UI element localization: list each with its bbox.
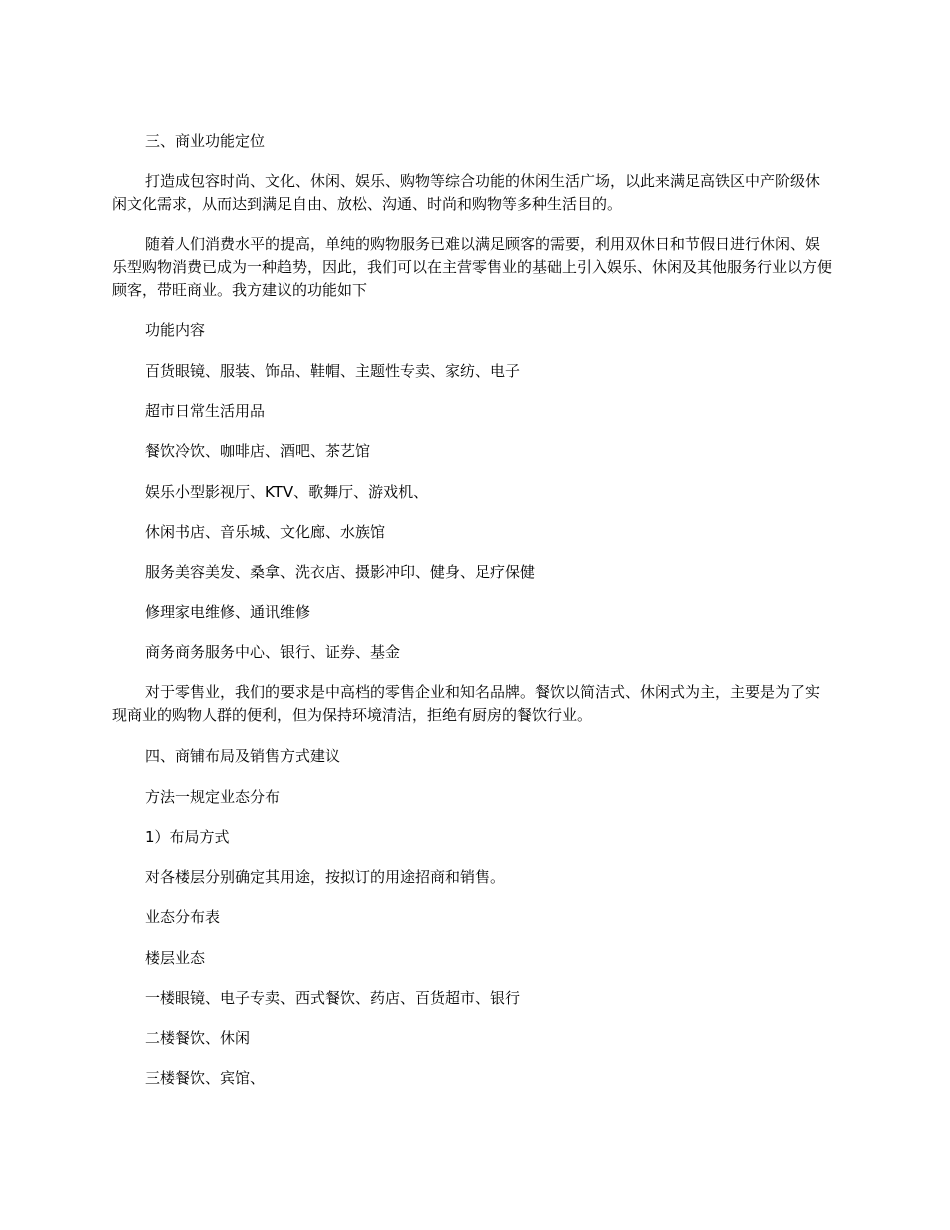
list-heading-functions: 功能内容: [145, 321, 206, 339]
paragraph-floor-usage: 对各楼层分别确定其用途，按拟订的用途招商和销售。: [145, 868, 506, 886]
table-row: 三楼餐饮、宾馆、: [145, 1069, 266, 1087]
table-caption: 业态分布表: [145, 908, 221, 926]
list-item: 百货眼镜、服装、饰品、鞋帽、主题性专卖、家纺、电子: [145, 362, 521, 380]
list-item: 娱乐小型影视厅、KTV、歌舞厅、游戏机、: [145, 483, 429, 501]
paragraph-positioning: 打造成包容时尚、文化、休闲、娱乐、购物等综合功能的休闲生活广场，以此来满足高铁区中产阶级休闲文化需求，从而达到满足自由、放松、沟通、时尚和购物等多种生活目的。: [112, 172, 821, 213]
section-heading-3: 三、商业功能定位: [145, 132, 266, 150]
paragraph-consumption: 随着人们消费水平的提高，单纯的购物服务已难以满足顾客的需要，利用双休日和节假日进行休闲、娱乐型购物消费已成为一种趋势，因此，我们可以在主营零售业的基础上引入娱乐、休闲及其他服务行业以方便顾客，带旺商业。我方建议的功能如下: [112, 235, 833, 299]
list-item: 超市日常生活用品: [145, 402, 266, 420]
list-item: 服务美容美发、桑拿、洗衣店、摄影冲印、健身、足疗保健: [145, 563, 536, 581]
subheading-layout: 1）布局方式: [145, 828, 230, 846]
subheading-method-one: 方法一规定业态分布: [145, 788, 281, 806]
table-row: 一楼眼镜、电子专卖、西式餐饮、药店、百货超市、银行: [145, 989, 521, 1007]
paragraph-retail-requirements: 对于零售业，我们的要求是中高档的零售企业和知名品牌。餐饮以简洁式、休闲式为主，主要是为了实现商业的购物人群的便利，但为保持环境清洁，拒绝有厨房的餐饮行业。: [112, 683, 821, 724]
section-heading-4: 四、商铺布局及销售方式建议: [145, 747, 341, 765]
list-item: 修理家电维修、通讯维修: [145, 603, 311, 621]
list-item: 餐饮冷饮、咖啡店、酒吧、茶艺馆: [145, 442, 371, 460]
list-item: 休闲书店、音乐城、文化廊、水族馆: [145, 523, 386, 541]
table-row: 二楼餐饮、休闲: [145, 1029, 251, 1047]
list-item: 商务商务服务中心、银行、证券、基金: [145, 643, 401, 661]
table-header: 楼层业态: [145, 949, 206, 967]
